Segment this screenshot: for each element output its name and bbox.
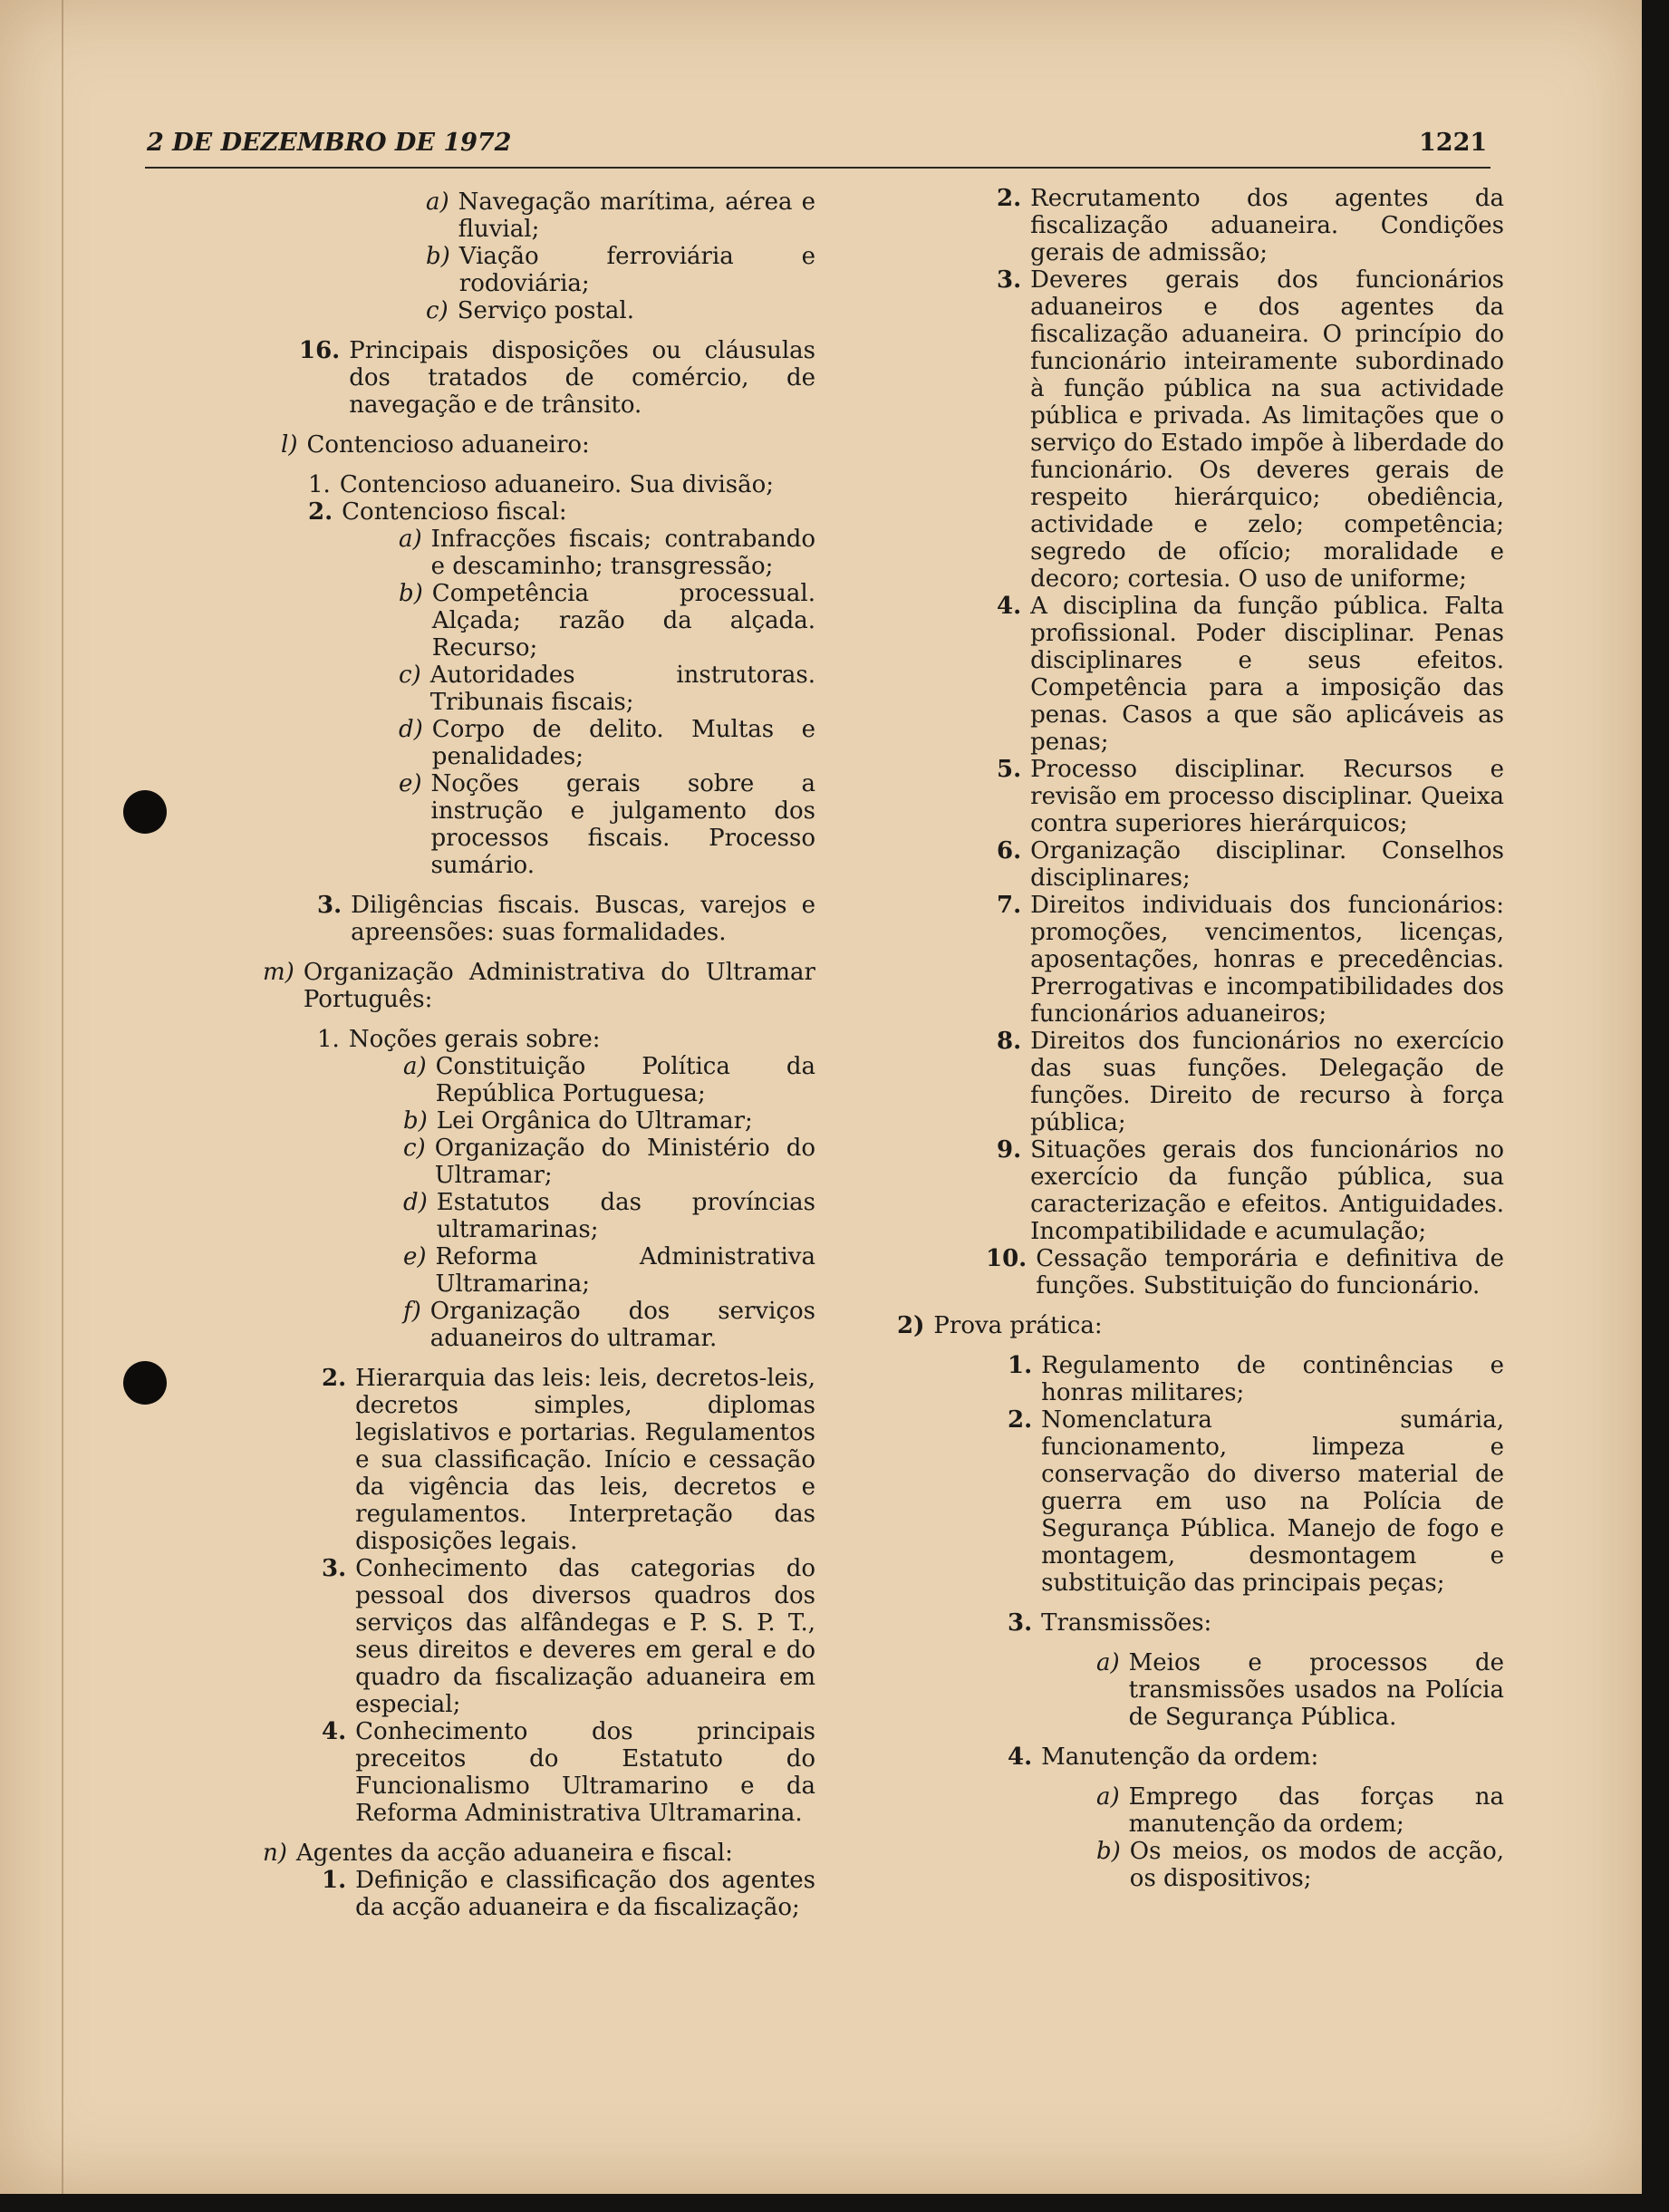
left-list-item xyxy=(308,471,815,498)
right-list-item xyxy=(997,837,1504,892)
item-text: Situações gerais dos funcionários no exercício da função pública, sua caracterização e efeitos. Antiguidades. Incompatibilidade e acumulação; xyxy=(1030,1136,1504,1245)
item-label: d) xyxy=(399,716,423,743)
right-list-item xyxy=(1008,1744,1504,1771)
item-text: Organização disciplinar. Conselhos disciplinares; xyxy=(1030,837,1504,892)
item-text: Contencioso fiscal: xyxy=(342,498,567,526)
page-number: 1221 xyxy=(1419,129,1488,157)
item-label: 3. xyxy=(997,266,1022,294)
left-list-item xyxy=(403,1053,815,1107)
right-list-item xyxy=(997,756,1504,837)
item-text: Definição e classificação dos agentes da acção aduaneira e da fiscalização; xyxy=(355,1867,815,1921)
item-text: Agentes da acção aduaneira e fiscal: xyxy=(295,1840,733,1867)
item-text: Prova prática: xyxy=(933,1312,1103,1339)
header-date: 2 DE DEZEMBRO DE 1972 xyxy=(147,129,512,157)
item-label: 3. xyxy=(317,892,342,919)
item-label: c) xyxy=(399,662,421,689)
right-list-item xyxy=(1008,1406,1504,1597)
item-text: Recrutamento dos agentes da fiscalização aduaneira. Condições gerais de admissão; xyxy=(1030,185,1504,266)
left-list-item xyxy=(403,1298,815,1352)
left-list-item xyxy=(403,1243,815,1298)
item-label: a) xyxy=(403,1053,427,1080)
right-list-item xyxy=(1008,1352,1504,1406)
item-text: Nomenclatura sumária, funcionamento, limpeza e conservação do diverso material de guerra em uso na Polícia de Segurança Pública. Manejo de fogo e montagem, desmontagem e substituição das principais peças; xyxy=(1041,1406,1504,1597)
item-text: Cessação temporária e definitiva de funções. Substituição do funcionário. xyxy=(1036,1245,1504,1299)
item-text: Lei Orgânica do Ultramar; xyxy=(436,1107,753,1135)
item-text: Noções gerais sobre a instrução e julgamento dos processos fiscais. Processo sumário. xyxy=(430,770,815,879)
item-text: Contencioso aduaneiro. Sua divisão; xyxy=(339,471,775,498)
item-label: l) xyxy=(281,431,298,459)
right-list-item xyxy=(997,593,1504,756)
item-text: Reforma Administrativa Ultramarina; xyxy=(435,1243,815,1298)
item-label: e) xyxy=(403,1243,427,1270)
item-label: e) xyxy=(399,770,422,797)
item-text: Principais disposições ou cláusulas dos tratados de comércio, de navegação e de trânsito. xyxy=(349,337,815,419)
right-list-item xyxy=(1008,1609,1504,1637)
item-label: 2. xyxy=(997,185,1022,212)
header-rule xyxy=(145,167,1491,169)
item-label: d) xyxy=(403,1189,428,1216)
right-list-item xyxy=(997,185,1504,266)
item-text: Processo disciplinar. Recursos e revisão em processo disciplinar. Queixa contra superiores hierárquicos; xyxy=(1030,756,1504,837)
item-text: Deveres gerais dos funcionários aduaneiros e dos agentes da fiscalização aduaneira. O princípio do funcionário inteiramente subordinado à função pública na sua actividade pública e privada. As limitações que o serviço do Estado impõe à liberdade do funcionário. Os deveres gerais de respeito hierárquico; obediência, actividade e zelo; competência; segredo de ofício; moralidade e decoro; cortesia. O uso de uniforme; xyxy=(1030,266,1504,593)
item-label: c) xyxy=(426,297,449,324)
right-list-item xyxy=(997,892,1504,1028)
left-list-item xyxy=(322,1555,815,1718)
item-label: a) xyxy=(426,188,449,216)
left-list-item xyxy=(263,959,815,1013)
left-list-item xyxy=(322,1365,815,1555)
item-text: Meios e processos de transmissões usados na Polícia de Segurança Pública. xyxy=(1128,1649,1504,1731)
item-text: Corpo de delito. Multas e penalidades; xyxy=(431,716,815,770)
left-column xyxy=(263,188,815,1921)
item-label: 6. xyxy=(997,837,1022,865)
item-text: Hierarquia das leis: leis, decretos-leis, decretos simples, diplomas legislativos e portarias. Regulamentos e sua classificação. Início e cessação da vigência das leis, decretos e regulamentos. Interpretação das disposições legais. xyxy=(355,1365,815,1555)
item-label: 9. xyxy=(997,1136,1022,1164)
item-label: 2. xyxy=(1008,1406,1033,1434)
item-label: 4. xyxy=(997,593,1022,620)
item-text: Diligências fiscais. Buscas, varejos e apreensões: suas formalidades. xyxy=(351,892,815,946)
right-list-item xyxy=(997,1028,1504,1136)
item-text: Transmissões: xyxy=(1041,1609,1212,1637)
item-label: b) xyxy=(426,243,450,270)
item-label: 3. xyxy=(1008,1609,1033,1637)
left-list-item xyxy=(399,662,815,716)
item-text: Constituição Política da República Portuguesa; xyxy=(435,1053,815,1107)
item-label: b) xyxy=(1096,1838,1121,1865)
right-list-item xyxy=(986,1245,1504,1299)
item-label: b) xyxy=(399,580,423,607)
left-list-item xyxy=(317,892,815,946)
item-text: Navegação marítima, aérea e fluvial; xyxy=(458,188,815,243)
left-list-item xyxy=(403,1107,815,1135)
item-text: Os meios, os modos de acção, os dispositivos; xyxy=(1129,1838,1504,1892)
binder-hole xyxy=(123,1361,167,1405)
item-label: f) xyxy=(403,1298,421,1325)
item-label: 1. xyxy=(308,471,331,498)
item-text: Organização Administrativa do Ultramar Português: xyxy=(303,959,815,1013)
item-text: Direitos individuais dos funcionários: promoções, vencimentos, licenças, aposentações, honras e precedências. Prerrogativas e incompatibilidades dos funcionários aduaneiros; xyxy=(1030,892,1504,1028)
item-label: m) xyxy=(263,959,294,986)
left-list-item xyxy=(322,1867,815,1921)
item-label: a) xyxy=(1096,1783,1120,1811)
item-label: c) xyxy=(403,1135,426,1162)
right-list-item xyxy=(1096,1783,1504,1838)
binder-hole xyxy=(123,790,167,834)
item-label: 1. xyxy=(1008,1352,1033,1379)
item-label: 7. xyxy=(997,892,1022,919)
item-label: n) xyxy=(263,1840,287,1867)
left-list-item xyxy=(317,1026,815,1053)
item-text: Conhecimento das categorias do pessoal dos diversos quadros dos serviços das alfândegas e P. S. P. T., seus direitos e deveres em geral e do quadro da fiscalização aduaneira em especial; xyxy=(355,1555,815,1718)
right-list-item xyxy=(1096,1649,1504,1731)
right-list-item xyxy=(997,266,1504,593)
item-label: 4. xyxy=(1008,1744,1033,1771)
item-text: Contencioso aduaneiro: xyxy=(306,431,590,459)
left-list-item xyxy=(308,498,815,526)
item-text: Noções gerais sobre: xyxy=(348,1026,601,1053)
left-list-item xyxy=(322,1718,815,1827)
left-list-item xyxy=(403,1135,815,1189)
item-label: 16. xyxy=(299,337,341,364)
item-text: Direitos dos funcionários no exercício das suas funções. Delegação de funções. Direito de recurso à força pública; xyxy=(1030,1028,1504,1136)
item-text: Competência processual. Alçada; razão da alçada. Recurso; xyxy=(431,580,815,662)
item-label: 2. xyxy=(322,1365,347,1392)
item-label: b) xyxy=(403,1107,428,1135)
item-text: Autoridades instrutoras. Tribunais fiscais; xyxy=(429,662,815,716)
item-label: 2. xyxy=(308,498,333,526)
item-label: 3. xyxy=(322,1555,347,1582)
left-list-item xyxy=(426,188,815,243)
item-label: 1. xyxy=(317,1026,340,1053)
left-list-item xyxy=(399,716,815,770)
item-text: Viação ferroviária e rodoviária; xyxy=(458,243,815,297)
left-list-item xyxy=(399,580,815,662)
item-label: a) xyxy=(1096,1649,1120,1676)
item-text: Regulamento de continências e honras militares; xyxy=(1041,1352,1504,1406)
item-text: Infracções fiscais; contrabando e descaminho; transgressão; xyxy=(430,526,815,580)
item-text: Manutenção da ordem: xyxy=(1041,1744,1319,1771)
left-list-item xyxy=(426,297,815,324)
item-text: Serviço postal. xyxy=(457,297,634,324)
item-text: Organização do Ministério do Ultramar; xyxy=(434,1135,815,1189)
left-list-item xyxy=(399,770,815,879)
left-list-item xyxy=(263,1840,815,1867)
right-list-item xyxy=(897,1312,1504,1339)
left-list-item xyxy=(403,1189,815,1243)
item-label: 1. xyxy=(322,1867,347,1894)
item-text: Conhecimento dos principais preceitos do Estatuto do Funcionalismo Ultramarino e da Reforma Administrativa Ultramarina. xyxy=(355,1718,815,1827)
item-label: 5. xyxy=(997,756,1022,783)
item-text: Emprego das forças na manutenção da ordem; xyxy=(1128,1783,1504,1838)
right-list-item xyxy=(1096,1838,1504,1892)
item-label: 2) xyxy=(897,1312,925,1339)
right-list-item xyxy=(997,1136,1504,1245)
item-label: a) xyxy=(399,526,422,553)
item-text: Organização dos serviços aduaneiros do ultramar. xyxy=(429,1298,815,1352)
item-label: 10. xyxy=(986,1245,1027,1272)
left-list-item xyxy=(281,431,815,459)
left-list-item xyxy=(426,243,815,297)
item-label: 8. xyxy=(997,1028,1022,1055)
item-text: Estatutos das províncias ultramarinas; xyxy=(436,1189,815,1243)
right-column xyxy=(897,185,1504,1892)
item-label: 4. xyxy=(322,1718,347,1745)
left-list-item xyxy=(399,526,815,580)
item-text: A disciplina da função pública. Falta profissional. Poder disciplinar. Penas disciplinares e seus efeitos. Competência para a imposição das penas. Casos a que são aplicáveis as penas; xyxy=(1030,593,1504,756)
left-list-item xyxy=(299,337,815,419)
